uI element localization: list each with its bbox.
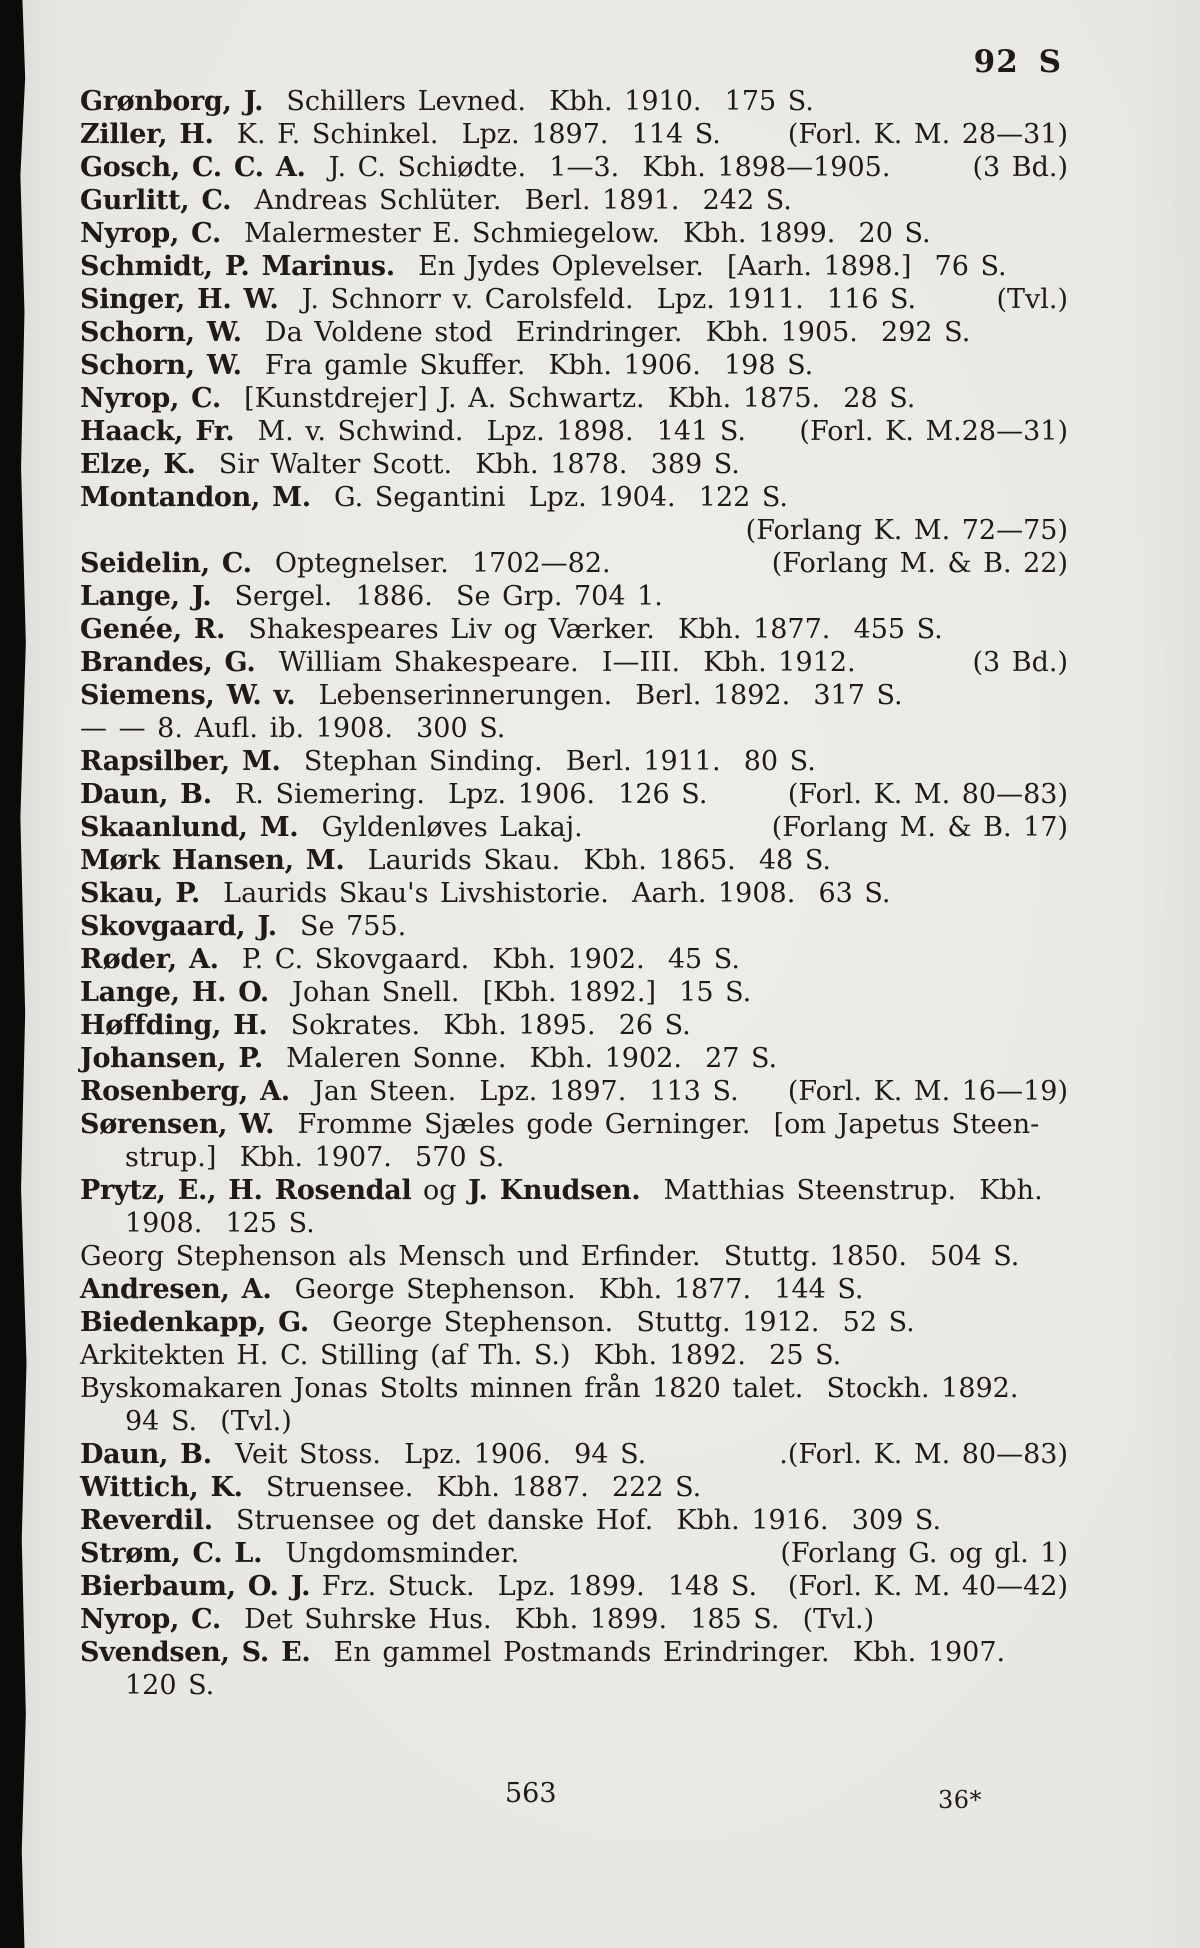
entry-author-name: Nyrop, C. bbox=[80, 383, 221, 414]
entry-text bbox=[80, 647, 856, 678]
entry-text bbox=[80, 1439, 646, 1470]
entry-line bbox=[80, 218, 1068, 251]
entry-shelfmark-note: (Forl. K. M. 40—42) bbox=[787, 1571, 1068, 1602]
entry-author-name: Gurlitt, C. bbox=[80, 185, 232, 216]
entry-line bbox=[80, 119, 1068, 152]
entry-line bbox=[80, 1175, 1068, 1208]
bibliography bbox=[80, 86, 1068, 1703]
entry-citation-text: Stephan Sinding. Berl. 1911. 80 S. bbox=[280, 746, 816, 777]
entry-line bbox=[80, 1274, 1068, 1307]
entry-line bbox=[80, 1076, 1068, 1109]
entry-citation-text: Matthias Steenstrup. Kbh. bbox=[640, 1175, 1043, 1206]
entry-author-name: Andresen, A. bbox=[80, 1274, 272, 1305]
entry-line bbox=[80, 1307, 1068, 1340]
entry-author-name: Reverdil. bbox=[80, 1505, 213, 1536]
entry-author-name: Singer, H. W. bbox=[80, 284, 279, 315]
entry-shelfmark-note: (Forlang G. og gl. 1) bbox=[780, 1538, 1068, 1569]
entry-citation-text: 120 S. bbox=[125, 1670, 215, 1701]
entry-text bbox=[80, 944, 740, 975]
entry-line bbox=[80, 548, 1068, 581]
entry-author-name: Sørensen, W. bbox=[80, 1109, 275, 1140]
entry-citation-text: Maleren Sonne. Kbh. 1902. 27 S. bbox=[262, 1043, 778, 1074]
entry-text bbox=[80, 680, 903, 711]
entry-text bbox=[80, 1241, 1019, 1272]
entry-text bbox=[80, 746, 816, 777]
entry-author-name: Bierbaum, O. J. bbox=[80, 1571, 311, 1602]
entry-line bbox=[80, 482, 1068, 515]
entry-text bbox=[80, 383, 915, 414]
entry-line bbox=[80, 1142, 1068, 1175]
entry-line bbox=[80, 152, 1068, 185]
page-header-section-label: 92 S bbox=[973, 44, 1062, 80]
entry-citation-text: En gammel Postmands Erindringer. Kbh. 1907. bbox=[310, 1637, 1006, 1668]
entry-citation-text: G. Segantini Lpz. 1904. 122 S. bbox=[310, 482, 788, 513]
entry-author-name: Prytz, E., H. Rosendal bbox=[80, 1175, 412, 1206]
entry-citation-text: Struensee og det danske Hof. Kbh. 1916. 309 S. bbox=[212, 1505, 942, 1536]
entry-line bbox=[80, 284, 1068, 317]
entry-line bbox=[80, 251, 1068, 284]
entry-text bbox=[80, 779, 707, 810]
entry-citation-text: Optegnelser. 1702—82. bbox=[251, 548, 611, 579]
entry-author-name: Røder, A. bbox=[80, 944, 219, 975]
entry-citation-text: 1908. 125 S. bbox=[125, 1208, 315, 1239]
entry-citation-text: En Jydes Oplevelser. [Aarh. 1898.] 76 S. bbox=[394, 251, 1007, 282]
entry-line bbox=[80, 1505, 1068, 1538]
entry-citation-text: og bbox=[411, 1175, 469, 1206]
entry-citation-text: Ungdomsminder. bbox=[262, 1538, 520, 1569]
entry-author-name: Genée, R. bbox=[80, 614, 226, 645]
entry-author-name: Elze, K. bbox=[80, 449, 196, 480]
entry-citation-text: Shakespeares Liv og Værker. Kbh. 1877. 455 S. bbox=[225, 614, 943, 645]
entry-citation-text: Sokrates. Kbh. 1895. 26 S. bbox=[267, 1010, 691, 1041]
entry-citation-text: J. C. Schiødte. 1—3. Kbh. 1898—1905. bbox=[305, 152, 891, 183]
entry-author-name: Skaanlund, M. bbox=[80, 812, 299, 843]
entry-shelfmark-note: (Forlang M. & B. 17) bbox=[771, 812, 1068, 843]
entry-citation-text: Jan Steen. Lpz. 1897. 113 S. bbox=[289, 1076, 739, 1107]
entry-line bbox=[80, 878, 1068, 911]
entry-author-name: Høffding, H. bbox=[80, 1010, 268, 1041]
entry-shelfmark-note: (3 Bd.) bbox=[972, 152, 1068, 183]
entry-line bbox=[80, 812, 1068, 845]
entry-text bbox=[80, 614, 943, 645]
entry-citation-text: Se 755. bbox=[276, 911, 407, 942]
entry-line bbox=[80, 515, 1068, 548]
entry-text bbox=[80, 251, 1007, 282]
entry-text bbox=[80, 1340, 841, 1371]
entry-text bbox=[80, 713, 505, 744]
entry-text bbox=[80, 1274, 863, 1305]
entry-line bbox=[80, 1637, 1068, 1670]
entry-citation-text: Frz. Stuck. Lpz. 1899. 148 S. bbox=[310, 1571, 758, 1602]
entry-author-name: Lange, H. O. bbox=[80, 977, 270, 1008]
entry-line bbox=[80, 1604, 1068, 1637]
entry-citation-text: Byskomakaren Jonas Stolts minnen från 1820 talet. Stockh. 1892. bbox=[80, 1373, 1019, 1404]
entry-line bbox=[80, 185, 1068, 218]
entry-author-name: Montandon, M. bbox=[80, 482, 311, 513]
entry-shelfmark-note: (Forl. K. M. 16—19) bbox=[787, 1076, 1068, 1107]
entry-citation-text: Laurids Skau. Kbh. 1865. 48 S. bbox=[344, 845, 831, 876]
entry-citation-text: J. Schnorr v. Carolsfeld. Lpz. 1911. 116 S. bbox=[278, 284, 917, 315]
entry-text bbox=[80, 1373, 1018, 1404]
entry-citation-text: M. v. Schwind. Lpz. 1898. 141 S. bbox=[234, 416, 746, 447]
entry-text bbox=[80, 1604, 874, 1635]
entry-citation-text: Lebenserinnerungen. Berl. 1892. 317 S. bbox=[295, 680, 903, 711]
entry-text bbox=[80, 845, 831, 876]
entry-text bbox=[80, 977, 751, 1008]
entry-shelfmark-note: (Forl. K. M. 80—83) bbox=[787, 779, 1068, 810]
entry-text bbox=[80, 1076, 739, 1107]
entry-author-name: Daun, B. bbox=[80, 1439, 212, 1470]
entry-text bbox=[125, 1670, 214, 1701]
entry-line bbox=[80, 911, 1068, 944]
entry-text bbox=[80, 350, 813, 381]
entry-citation-text: Malermester E. Schmiegelow. Kbh. 1899. 20 S. bbox=[221, 218, 931, 249]
entry-citation-text: — — 8. Aufl. ib. 1908. 300 S. bbox=[80, 713, 506, 744]
entry-line bbox=[80, 1472, 1068, 1505]
entry-author-name: Nyrop, C. bbox=[80, 1604, 221, 1635]
entry-citation-text: Georg Stephenson als Mensch und Erfinder. Stuttg. 1850. 504 S. bbox=[80, 1241, 1020, 1272]
entry-citation-text: strup.] Kbh. 1907. 570 S. bbox=[125, 1142, 505, 1173]
entry-author-name: Schorn, W. bbox=[80, 317, 242, 348]
entry-author-name: Biedenkapp, G. bbox=[80, 1307, 309, 1338]
entry-text bbox=[80, 581, 663, 612]
entry-author-name: Nyrop, C. bbox=[80, 218, 221, 249]
entry-text bbox=[80, 1538, 519, 1569]
entry-line bbox=[80, 680, 1068, 713]
entry-text bbox=[80, 185, 792, 216]
entry-author-name: Gosch, C. C. A. bbox=[80, 152, 306, 183]
entry-author-name: Schmidt, P. Marinus. bbox=[80, 251, 395, 282]
entry-author-name: Schorn, W. bbox=[80, 350, 242, 381]
entry-citation-text: Fromme Sjæles gode Gerninger. [om Japetus Steen- bbox=[274, 1109, 1040, 1140]
entry-author-name: Skau, P. bbox=[80, 878, 200, 909]
entry-shelfmark-note: (Forlang K. M. 72—75) bbox=[745, 515, 1068, 546]
entry-citation-text: Det Suhrske Hus. Kbh. 1899. 185 S. (Tvl.) bbox=[221, 1604, 875, 1635]
entry-line bbox=[80, 614, 1068, 647]
entry-author-name: Daun, B. bbox=[80, 779, 212, 810]
entry-line bbox=[80, 944, 1068, 977]
entry-author-name: Skovgaard, J. bbox=[80, 911, 277, 942]
entry-citation-text: Struensee. Kbh. 1887. 222 S. bbox=[242, 1472, 702, 1503]
entry-text bbox=[125, 1142, 504, 1173]
entry-text bbox=[80, 482, 788, 513]
entry-shelfmark-note: (Tvl.) bbox=[996, 284, 1068, 315]
entry-line bbox=[80, 581, 1068, 614]
entry-text bbox=[80, 1472, 701, 1503]
entry-citation-text: George Stephenson. Stuttg. 1912. 52 S. bbox=[309, 1307, 915, 1338]
scan-edge-shadow bbox=[0, 0, 34, 1948]
entry-line bbox=[80, 1406, 1068, 1439]
entry-citation-text: George Stephenson. Kbh. 1877. 144 S. bbox=[271, 1274, 864, 1305]
entry-author-name: Svendsen, S. E. bbox=[80, 1637, 311, 1668]
entry-shelfmark-note: (Forl. K. M.28—31) bbox=[799, 416, 1068, 447]
entry-line bbox=[80, 416, 1068, 449]
page-number: 563 bbox=[505, 1778, 557, 1809]
entry-author-name: Rosenberg, A. bbox=[80, 1076, 290, 1107]
entry-citation-text: Fra gamle Skuffer. Kbh. 1906. 198 S. bbox=[241, 350, 814, 381]
entry-citation-text: Da Voldene stod Erindringer. Kbh. 1905. 292 S. bbox=[241, 317, 971, 348]
entry-author-name: Strøm, C. L. bbox=[80, 1538, 263, 1569]
entry-shelfmark-note: .(Forl. K. M. 80—83) bbox=[779, 1439, 1068, 1470]
entry-citation-text: Johan Snell. [Kbh. 1892.] 15 S. bbox=[269, 977, 752, 1008]
entry-line bbox=[80, 977, 1068, 1010]
entry-shelfmark-note: (Forlang M. & B. 22) bbox=[771, 548, 1068, 579]
entry-author-name: Lange, J. bbox=[80, 581, 212, 612]
entry-text bbox=[80, 1010, 691, 1041]
entry-text bbox=[80, 812, 583, 843]
entry-text bbox=[125, 1406, 292, 1437]
entry-citation-text: Schillers Levned. Kbh. 1910. 175 S. bbox=[263, 86, 814, 117]
entry-text bbox=[80, 1505, 941, 1536]
entry-author-name: Seidelin, C. bbox=[80, 548, 252, 579]
entry-author-name: Grønborg, J. bbox=[80, 86, 264, 117]
entry-author-name: Ziller, H. bbox=[80, 119, 214, 150]
entry-text bbox=[80, 152, 890, 183]
entry-citation-text: R. Siemering. Lpz. 1906. 126 S. bbox=[211, 779, 708, 810]
entry-text bbox=[80, 1043, 777, 1074]
entry-citation-text: P. C. Skovgaard. Kbh. 1902. 45 S. bbox=[218, 944, 740, 975]
entry-line bbox=[80, 1043, 1068, 1076]
entry-text bbox=[80, 284, 916, 315]
entry-line bbox=[80, 1208, 1068, 1241]
entry-citation-text: [Kunstdrejer] J. A. Schwartz. Kbh. 1875. 28 S. bbox=[221, 383, 916, 414]
entry-line bbox=[80, 1109, 1068, 1142]
entry-line bbox=[80, 647, 1068, 680]
entry-citation-text: Sir Walter Scott. Kbh. 1878. 389 S. bbox=[195, 449, 740, 480]
entry-author-name: Mørk Hansen, M. bbox=[80, 845, 345, 876]
entry-author-name: Haack, Fr. bbox=[80, 416, 235, 447]
entry-shelfmark-note: (3 Bd.) bbox=[972, 647, 1068, 678]
entry-line bbox=[80, 383, 1068, 416]
entry-shelfmark-note: (Forl. K. M. 28—31) bbox=[787, 119, 1068, 150]
entry-author-name: Wittich, K. bbox=[80, 1472, 243, 1503]
entry-text bbox=[80, 548, 611, 579]
entry-citation-text: Sergel. 1886. Se Grp. 704 1. bbox=[211, 581, 663, 612]
entry-line bbox=[80, 1241, 1068, 1274]
entry-text bbox=[80, 317, 970, 348]
entry-citation-text: Laurids Skau's Livshistorie. Aarh. 1908. 63 S. bbox=[199, 878, 891, 909]
entry-line bbox=[80, 1571, 1068, 1604]
entry-author-name: Johansen, P. bbox=[80, 1043, 263, 1074]
entry-text bbox=[80, 119, 721, 150]
entry-citation-text: Arkitekten H. C. Stilling (af Th. S.) Kbh. 1892. 25 S. bbox=[80, 1340, 842, 1371]
entry-text bbox=[80, 1109, 1039, 1140]
entry-line bbox=[80, 845, 1068, 878]
entry-author-name: Rapsilber, M. bbox=[80, 746, 281, 777]
entry-citation-text: K. F. Schinkel. Lpz. 1897. 114 S. bbox=[213, 119, 721, 150]
entry-text bbox=[125, 1208, 315, 1239]
entry-text bbox=[80, 1571, 757, 1602]
entry-line bbox=[80, 1670, 1068, 1703]
entry-line bbox=[80, 746, 1068, 779]
entry-author-name: Brandes, G. bbox=[80, 647, 256, 678]
entry-text bbox=[80, 449, 740, 480]
entry-line bbox=[80, 350, 1068, 383]
entry-line bbox=[80, 1373, 1068, 1406]
entry-line bbox=[80, 449, 1068, 482]
entry-line bbox=[80, 1439, 1068, 1472]
entry-line bbox=[80, 779, 1068, 812]
entry-author-name: J. Knudsen. bbox=[468, 1175, 641, 1206]
entry-line bbox=[80, 1538, 1068, 1571]
entry-citation-text: Andreas Schlüter. Berl. 1891. 242 S. bbox=[231, 185, 792, 216]
entry-line bbox=[80, 1010, 1068, 1043]
entry-citation-text: Gyldenløves Lakaj. bbox=[298, 812, 583, 843]
entry-line bbox=[80, 86, 1068, 119]
entry-author-name: Siemens, W. v. bbox=[80, 680, 296, 711]
printers-signature-mark: 36* bbox=[938, 1786, 983, 1814]
entry-citation-text: 94 S. (Tvl.) bbox=[125, 1406, 292, 1437]
entry-text bbox=[80, 1637, 1005, 1668]
entry-text bbox=[80, 86, 814, 117]
entry-line bbox=[80, 317, 1068, 350]
entry-text bbox=[80, 911, 406, 942]
entry-line bbox=[80, 1340, 1068, 1373]
entry-text bbox=[80, 1175, 1043, 1206]
entry-text bbox=[80, 878, 891, 909]
entry-text bbox=[80, 416, 746, 447]
entry-text bbox=[80, 1307, 915, 1338]
entry-line bbox=[80, 713, 1068, 746]
entry-text bbox=[80, 218, 931, 249]
entry-citation-text: Veit Stoss. Lpz. 1906. 94 S. bbox=[211, 1439, 647, 1470]
entry-citation-text: William Shakespeare. I—III. Kbh. 1912. bbox=[255, 647, 856, 678]
